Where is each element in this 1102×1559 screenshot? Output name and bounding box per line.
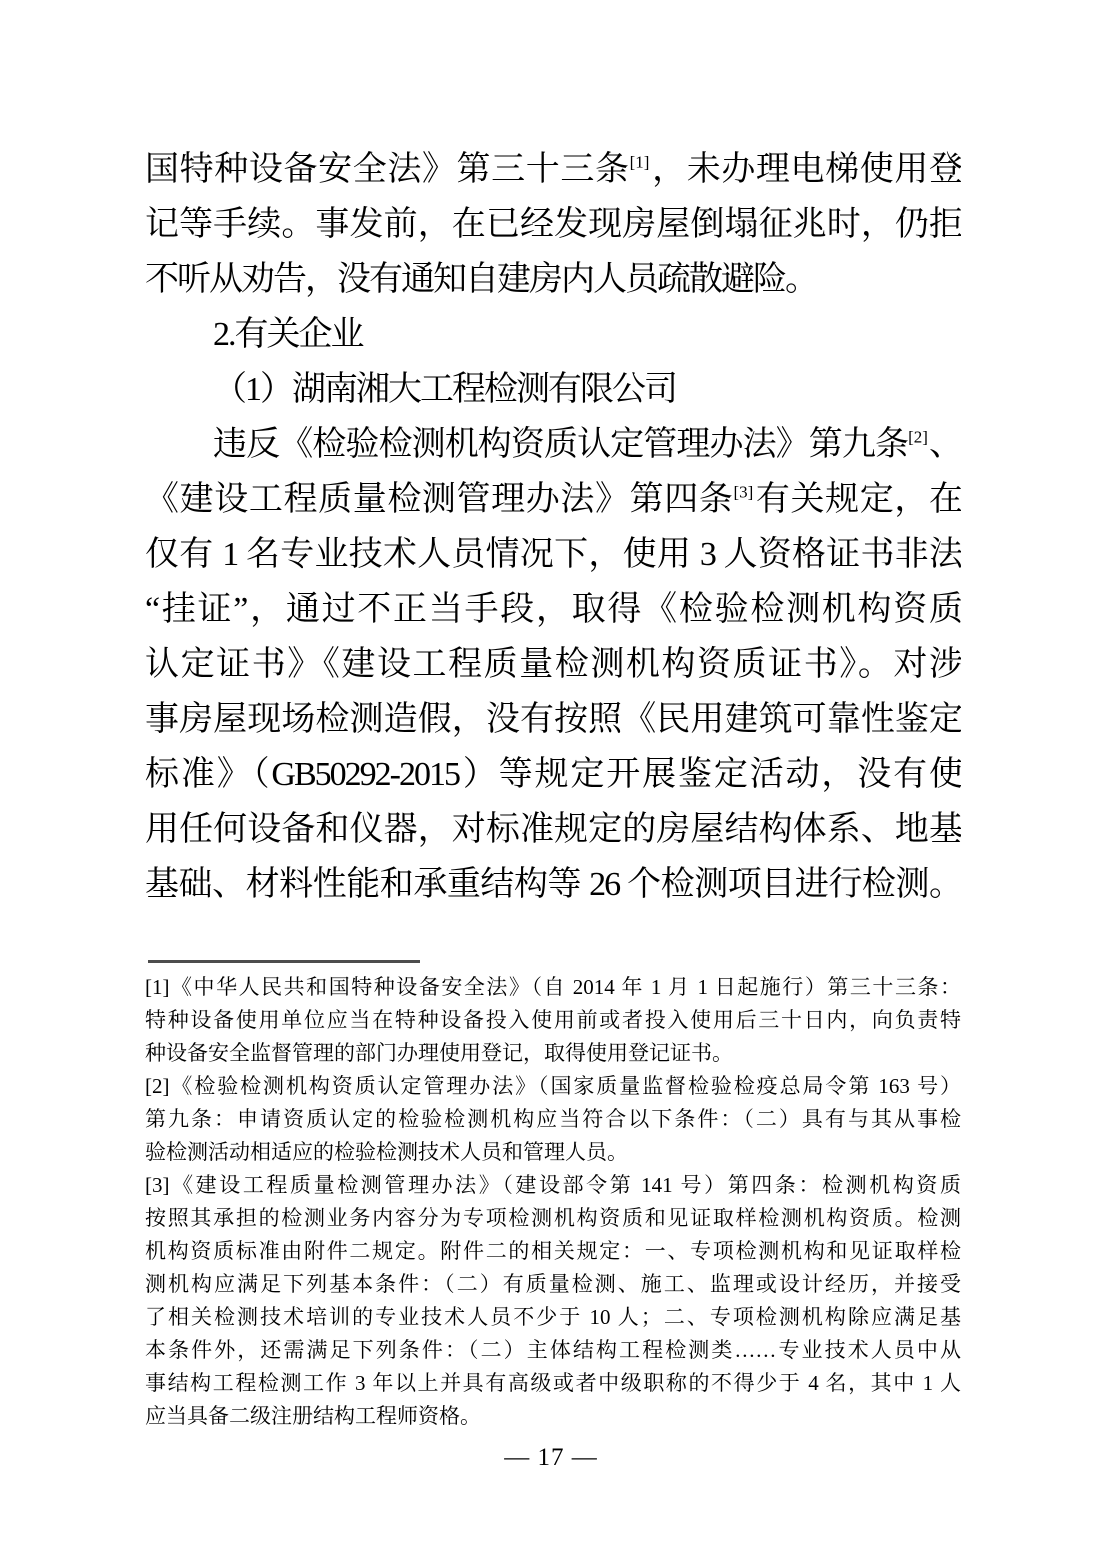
footnote-ref: [3]	[733, 482, 754, 502]
footnote-divider	[148, 960, 420, 963]
footnote-line: [2]《检验检测机构资质认定管理办法》（国家质量监督检验检疫总局令第 163 号）	[145, 1074, 961, 1098]
footnote-line: 种设备安全监督管理的部门办理使用登记，取得使用登记证书。	[145, 1041, 733, 1065]
body-line: “挂证”，通过不正当手段，取得《检验检测机构资质	[145, 591, 961, 628]
footnote-line: 测机构应满足下列基本条件：（二）有质量检测、施工、监理或设计经历，并接受	[145, 1272, 961, 1296]
footnote-line: 验检测活动相适应的检验检测技术人员和管理人员。	[145, 1140, 628, 1164]
body-line: 标准》（GB50292-2015）等规定开展鉴定活动，没有使	[145, 756, 961, 793]
footnote-line: 按照其承担的检测业务内容分为专项检测机构资质和见证取样检测机构资质。检测	[145, 1206, 961, 1230]
body-line: 国特种设备安全法》第三十三条[1]，未办理电梯使用登	[145, 151, 961, 188]
body-line: 2.有关企业	[213, 316, 363, 353]
footnote-line: 事结构工程检测工作 3 年以上并具有高级或者中级职称的不得少于 4 名，其中 1 人	[145, 1371, 961, 1395]
page-number-label: — 17 —	[504, 1444, 598, 1471]
body-line: 基础、材料性能和承重结构等 26 个检测项目进行检测。	[145, 866, 961, 903]
body-line: 用任何设备和仪器，对标准规定的房屋结构体系、地基	[145, 811, 961, 848]
body-text	[145, 142, 961, 912]
page-number	[0, 1444, 1102, 1472]
footnote-ref: [2]	[908, 427, 928, 447]
body-line: 仅有 1 名专业技术人员情况下，使用 3 人资格证书非法	[145, 536, 961, 573]
body-line: 违反《检验检测机构资质认定管理办法》第九条[2]、	[213, 426, 961, 463]
footnote-line: 特种设备使用单位应当在特种设备投入使用前或者投入使用后三十日内，向负责特	[145, 1008, 961, 1032]
footnote-ref: [1]	[629, 152, 650, 172]
body-line: （1）湖南湘大工程检测有限公司	[213, 371, 676, 408]
body-line: 事房屋现场检测造假，没有按照《民用建筑可靠性鉴定	[145, 701, 961, 738]
footnote-line: [1]《中华人民共和国特种设备安全法》（自 2014 年 1 月 1 日起施行）第三十三条：	[145, 975, 961, 999]
footnote-line: 本条件外，还需满足下列条件：（二）主体结构工程检测类……专业技术人员中从	[145, 1338, 961, 1362]
body-line: 认定证书》《建设工程质量检测机构资质证书》。对涉	[145, 646, 961, 683]
footnote-line: 机构资质标准由附件二规定。附件二的相关规定：一、专项检测机构和见证取样检	[145, 1239, 961, 1263]
body-line: 《建设工程质量检测管理办法》第四条[3]有关规定，在	[145, 481, 961, 518]
footnote-line: 应当具备二级注册结构工程师资格。	[145, 1404, 481, 1428]
footnote-line: 第九条：申请资质认定的检验检测机构应当符合以下条件：（二）具有与其从事检	[145, 1107, 961, 1131]
footnote-line: 了相关检测技术培训的专业技术人员不少于 10 人；二、专项检测机构除应满足基	[145, 1305, 961, 1329]
footnote-line: [3]《建设工程质量检测管理办法》（建设部令第 141 号）第四条：检测机构资质	[145, 1173, 961, 1197]
body-line: 记等手续。事发前，在已经发现房屋倒塌征兆时，仍拒	[145, 206, 961, 243]
body-line: 不听从劝告，没有通知自建房内人员疏散避险。	[145, 261, 817, 298]
footnotes	[145, 971, 961, 1433]
